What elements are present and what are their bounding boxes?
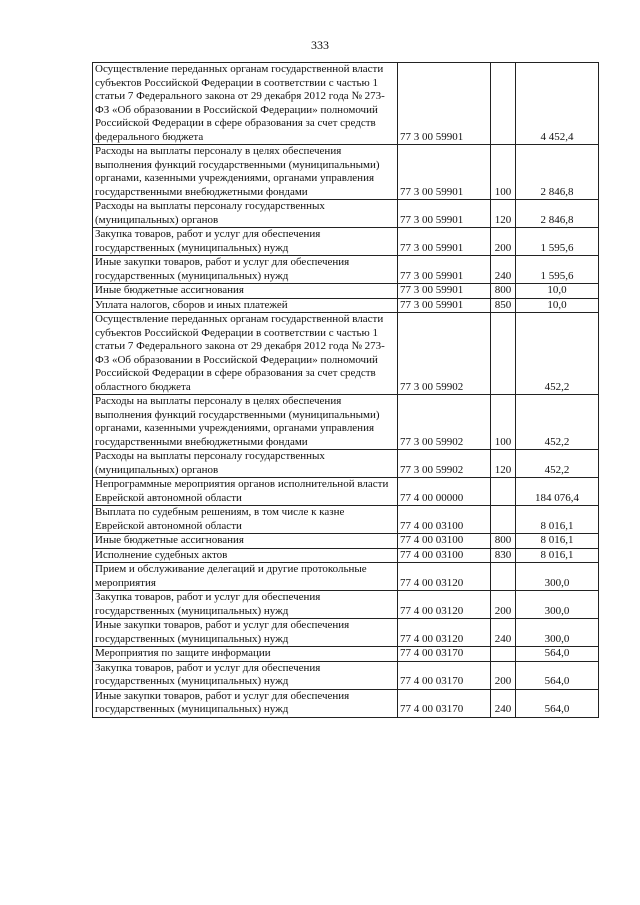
row-amount: 8 016,1 <box>516 548 599 563</box>
row-amount: 452,2 <box>516 450 599 478</box>
table-row <box>93 450 599 478</box>
row-target-code: 77 3 00 59901 <box>398 63 491 145</box>
table-row <box>93 534 599 549</box>
row-target-code: 77 3 00 59901 <box>398 298 491 313</box>
row-description: Мероприятия по защите информации <box>93 647 398 662</box>
row-amount: 1 595,6 <box>516 256 599 284</box>
row-description: Расходы на выплаты персоналу государственных (муниципальных) органов <box>93 450 398 478</box>
row-target-code: 77 4 00 03170 <box>398 689 491 717</box>
row-target-code: 77 3 00 59901 <box>398 284 491 299</box>
row-target-code: 77 4 00 03100 <box>398 506 491 534</box>
row-description: Закупка товаров, работ и услуг для обеспечения государственных (муниципальных) нужд <box>93 661 398 689</box>
row-description: Иные закупки товаров, работ и услуг для обеспечения государственных (муниципальных) нужд <box>93 256 398 284</box>
row-expense-type <box>491 478 516 506</box>
row-target-code: 77 3 00 59901 <box>398 145 491 200</box>
table-row <box>93 689 599 717</box>
row-amount: 10,0 <box>516 284 599 299</box>
row-amount: 452,2 <box>516 395 599 450</box>
row-expense-type: 850 <box>491 298 516 313</box>
row-target-code: 77 4 00 03170 <box>398 661 491 689</box>
table-row <box>93 228 599 256</box>
row-expense-type <box>491 313 516 395</box>
row-target-code: 77 3 00 59902 <box>398 313 491 395</box>
row-amount: 2 846,8 <box>516 145 599 200</box>
row-amount: 184 076,4 <box>516 478 599 506</box>
row-description: Закупка товаров, работ и услуг для обеспечения государственных (муниципальных) нужд <box>93 228 398 256</box>
table-row <box>93 256 599 284</box>
row-target-code: 77 4 00 03120 <box>398 619 491 647</box>
row-description: Прием и обслуживание делегаций и другие протокольные мероприятия <box>93 563 398 591</box>
table-row <box>93 395 599 450</box>
row-expense-type: 120 <box>491 450 516 478</box>
row-target-code: 77 3 00 59901 <box>398 228 491 256</box>
row-description: Иные бюджетные ассигнования <box>93 534 398 549</box>
row-description: Иные закупки товаров, работ и услуг для обеспечения государственных (муниципальных) нужд <box>93 689 398 717</box>
row-expense-type: 240 <box>491 619 516 647</box>
row-expense-type: 830 <box>491 548 516 563</box>
row-description: Расходы на выплаты персоналу в целях обеспечения выполнения функций государственными (муниципальными) органами, казенными учреждениями, органами управления государственными внебюджетными фондами <box>93 145 398 200</box>
table-row <box>93 619 599 647</box>
table-row <box>93 506 599 534</box>
row-expense-type: 200 <box>491 591 516 619</box>
row-expense-type <box>491 506 516 534</box>
row-description: Расходы на выплаты персоналу в целях обеспечения выполнения функций государственными (муниципальными) органами, казенными учреждениями, органами управления государственными внебюджетными фондами <box>93 395 398 450</box>
row-expense-type: 200 <box>491 661 516 689</box>
row-description: Осуществление переданных органам государственной власти субъектов Российской Федерации в соответствии с частью 1 статьи 7 Федерального закона от 29 декабря 2012 года № 273-ФЗ «Об образовании в Российской Федерации» полномочий Российской Федерации в сфере образования за счет средств областного бюджета <box>93 313 398 395</box>
row-target-code: 77 3 00 59902 <box>398 395 491 450</box>
row-target-code: 77 4 00 00000 <box>398 478 491 506</box>
table-row <box>93 200 599 228</box>
row-amount: 8 016,1 <box>516 534 599 549</box>
table-row <box>93 647 599 662</box>
row-description: Иные бюджетные ассигнования <box>93 284 398 299</box>
table-row <box>93 145 599 200</box>
row-expense-type: 100 <box>491 145 516 200</box>
row-expense-type: 200 <box>491 228 516 256</box>
page-number: 333 <box>311 38 329 52</box>
row-amount: 1 595,6 <box>516 228 599 256</box>
row-expense-type: 240 <box>491 689 516 717</box>
row-expense-type: 240 <box>491 256 516 284</box>
row-amount: 300,0 <box>516 619 599 647</box>
table-row <box>93 478 599 506</box>
table-row <box>93 298 599 313</box>
row-expense-type <box>491 563 516 591</box>
row-description: Непрограммные мероприятия органов исполнительной власти Еврейской автономной области <box>93 478 398 506</box>
row-expense-type: 100 <box>491 395 516 450</box>
row-description: Иные закупки товаров, работ и услуг для обеспечения государственных (муниципальных) нужд <box>93 619 398 647</box>
row-description: Осуществление переданных органам государственной власти субъектов Российской Федерации в соответствии с частью 1 статьи 7 Федерального закона от 29 декабря 2012 года № 273-ФЗ «Об образовании в Российской Федерации» полномочий Российской Федерации в сфере образования за счет средств федерального бюджета <box>93 63 398 145</box>
row-amount: 2 846,8 <box>516 200 599 228</box>
row-amount: 564,0 <box>516 647 599 662</box>
table-row <box>93 284 599 299</box>
row-amount: 4 452,4 <box>516 63 599 145</box>
row-expense-type <box>491 647 516 662</box>
row-target-code: 77 4 00 03170 <box>398 647 491 662</box>
row-target-code: 77 4 00 03100 <box>398 548 491 563</box>
row-amount: 452,2 <box>516 313 599 395</box>
row-amount: 8 016,1 <box>516 506 599 534</box>
table-row <box>93 591 599 619</box>
row-expense-type: 800 <box>491 284 516 299</box>
row-description: Расходы на выплаты персоналу государственных (муниципальных) органов <box>93 200 398 228</box>
budget-table-body <box>93 63 599 718</box>
row-description: Исполнение судебных актов <box>93 548 398 563</box>
row-expense-type <box>491 63 516 145</box>
row-expense-type: 800 <box>491 534 516 549</box>
row-target-code: 77 4 00 03120 <box>398 591 491 619</box>
row-target-code: 77 3 00 59902 <box>398 450 491 478</box>
row-amount: 564,0 <box>516 689 599 717</box>
row-target-code: 77 4 00 03120 <box>398 563 491 591</box>
row-amount: 300,0 <box>516 591 599 619</box>
row-target-code: 77 4 00 03100 <box>398 534 491 549</box>
row-target-code: 77 3 00 59901 <box>398 200 491 228</box>
table-row <box>93 313 599 395</box>
row-description: Закупка товаров, работ и услуг для обеспечения государственных (муниципальных) нужд <box>93 591 398 619</box>
budget-table <box>92 62 599 718</box>
row-description: Уплата налогов, сборов и иных платежей <box>93 298 398 313</box>
row-amount: 10,0 <box>516 298 599 313</box>
table-row <box>93 548 599 563</box>
row-expense-type: 120 <box>491 200 516 228</box>
row-amount: 564,0 <box>516 661 599 689</box>
row-description: Выплата по судебным решениям, в том числе к казне Еврейской автономной области <box>93 506 398 534</box>
row-amount: 300,0 <box>516 563 599 591</box>
table-row <box>93 563 599 591</box>
table-row <box>93 63 599 145</box>
row-target-code: 77 3 00 59901 <box>398 256 491 284</box>
table-row <box>93 661 599 689</box>
